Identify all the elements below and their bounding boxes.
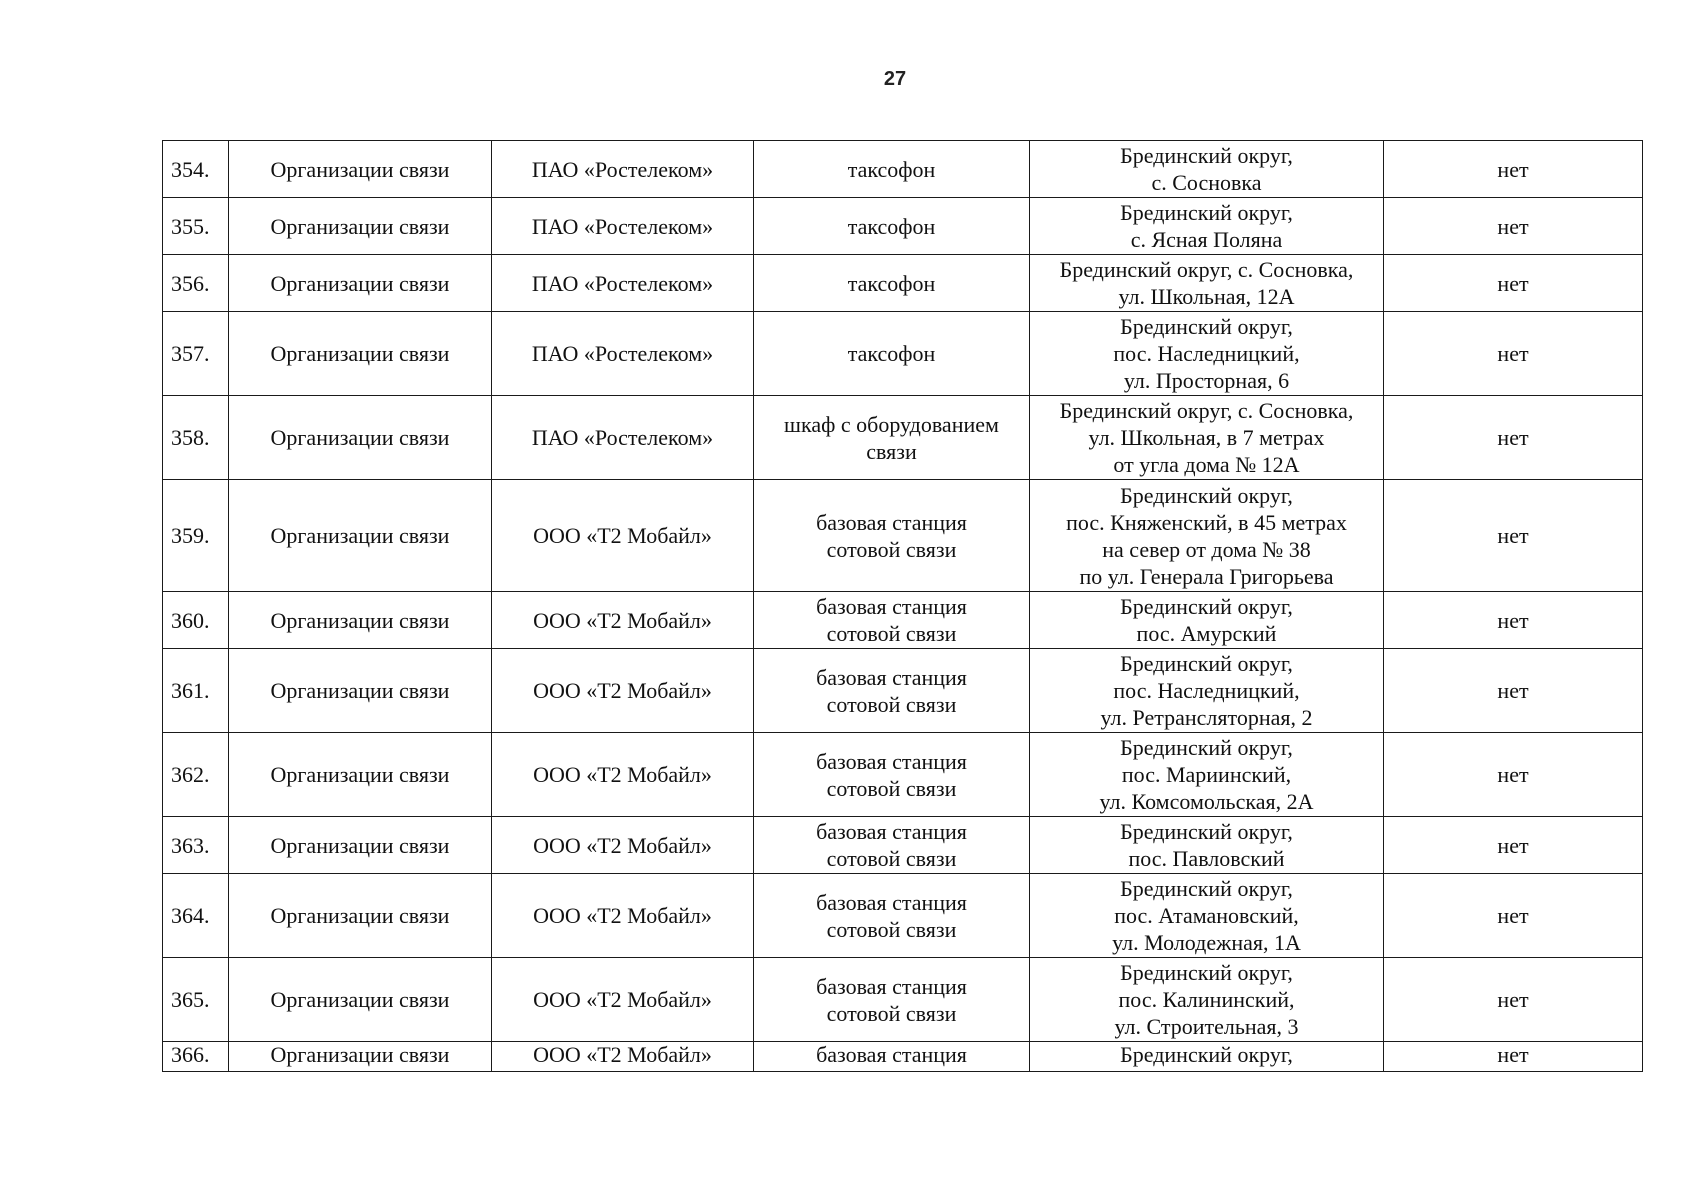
object-cell: базовая станция сотовой связи — [754, 817, 1030, 874]
address-cell: Брединский округ, пос. Амурский — [1030, 592, 1384, 649]
organization-cell: ПАО «Ростелеком» — [492, 255, 754, 312]
category-cell: Организации связи — [229, 874, 492, 958]
row-number: 364. — [163, 874, 229, 958]
category-cell: Организации связи — [229, 312, 492, 396]
address-cell: Брединский округ, пос. Наследницкий, ул. Ретрансляторная, 2 — [1030, 649, 1384, 733]
object-cell: таксофон — [754, 255, 1030, 312]
row-number: 356. — [163, 255, 229, 312]
status-cell: нет — [1384, 312, 1643, 396]
object-cell: шкаф с оборудованием связи — [754, 396, 1030, 480]
object-cell: базовая станция сотовой связи — [754, 958, 1030, 1042]
organization-cell: ООО «Т2 Мобайл» — [492, 874, 754, 958]
object-cell: базовая станция сотовой связи — [754, 649, 1030, 733]
table-row — [163, 958, 1643, 1042]
table-row — [163, 733, 1643, 817]
category-cell: Организации связи — [229, 141, 492, 198]
table-row — [163, 592, 1643, 649]
table-row — [163, 817, 1643, 874]
row-number: 362. — [163, 733, 229, 817]
address-cell: Брединский округ, пос. Княженский, в 45 метрах на север от дома № 38 по ул. Генерала Григорьева — [1030, 480, 1384, 592]
status-cell: нет — [1384, 874, 1643, 958]
row-number: 361. — [163, 649, 229, 733]
status-cell: нет — [1384, 198, 1643, 255]
row-number: 357. — [163, 312, 229, 396]
organization-cell: ООО «Т2 Мобайл» — [492, 480, 754, 592]
address-cell: Брединский округ, пос. Калининский, ул. Строительная, 3 — [1030, 958, 1384, 1042]
page-number: 27 — [883, 68, 907, 90]
status-cell: нет — [1384, 396, 1643, 480]
organization-cell: ООО «Т2 Мобайл» — [492, 649, 754, 733]
category-cell: Организации связи — [229, 592, 492, 649]
table-row — [163, 649, 1643, 733]
object-cell: базовая станция сотовой связи — [754, 592, 1030, 649]
row-number: 360. — [163, 592, 229, 649]
category-cell: Организации связи — [229, 480, 492, 592]
status-cell: нет — [1384, 255, 1643, 312]
table-row — [163, 141, 1643, 198]
row-number: 359. — [163, 480, 229, 592]
organization-cell: ООО «Т2 Мобайл» — [492, 817, 754, 874]
registry-table — [162, 140, 1643, 1072]
organization-cell: ПАО «Ростелеком» — [492, 312, 754, 396]
object-cell: базовая станция — [754, 1042, 1030, 1072]
row-number: 354. — [163, 141, 229, 198]
category-cell: Организации связи — [229, 817, 492, 874]
row-number: 358. — [163, 396, 229, 480]
organization-cell: ООО «Т2 Мобайл» — [492, 958, 754, 1042]
organization-cell: ООО «Т2 Мобайл» — [492, 733, 754, 817]
table-row — [163, 255, 1643, 312]
object-cell: таксофон — [754, 198, 1030, 255]
object-cell: базовая станция сотовой связи — [754, 733, 1030, 817]
address-cell: Брединский округ, пос. Атамановский, ул. Молодежная, 1А — [1030, 874, 1384, 958]
address-cell: Брединский округ, — [1030, 1042, 1384, 1072]
object-cell: базовая станция сотовой связи — [754, 480, 1030, 592]
status-cell: нет — [1384, 733, 1643, 817]
address-cell: Брединский округ, с. Сосновка, ул. Школьная, 12А — [1030, 255, 1384, 312]
organization-cell: ПАО «Ростелеком» — [492, 141, 754, 198]
row-number: 366. — [163, 1042, 229, 1072]
table-row — [163, 198, 1643, 255]
status-cell: нет — [1384, 141, 1643, 198]
status-cell: нет — [1384, 1042, 1643, 1072]
status-cell: нет — [1384, 592, 1643, 649]
address-cell: Брединский округ, с. Сосновка, ул. Школьная, в 7 метрах от угла дома № 12А — [1030, 396, 1384, 480]
object-cell: базовая станция сотовой связи — [754, 874, 1030, 958]
table-row — [163, 396, 1643, 480]
category-cell: Организации связи — [229, 649, 492, 733]
status-cell: нет — [1384, 958, 1643, 1042]
category-cell: Организации связи — [229, 1042, 492, 1072]
row-number: 363. — [163, 817, 229, 874]
organization-cell: ООО «Т2 Мобайл» — [492, 592, 754, 649]
category-cell: Организации связи — [229, 255, 492, 312]
category-cell: Организации связи — [229, 198, 492, 255]
address-cell: Брединский округ, с. Ясная Поляна — [1030, 198, 1384, 255]
status-cell: нет — [1384, 480, 1643, 592]
object-cell: таксофон — [754, 312, 1030, 396]
organization-cell: ООО «Т2 Мобайл» — [492, 1042, 754, 1072]
organization-cell: ПАО «Ростелеком» — [492, 396, 754, 480]
address-cell: Брединский округ, пос. Мариинский, ул. Комсомольская, 2А — [1030, 733, 1384, 817]
address-cell: Брединский округ, с. Сосновка — [1030, 141, 1384, 198]
table-row — [163, 1042, 1643, 1072]
category-cell: Организации связи — [229, 396, 492, 480]
category-cell: Организации связи — [229, 958, 492, 1042]
table-row — [163, 480, 1643, 592]
object-cell: таксофон — [754, 141, 1030, 198]
category-cell: Организации связи — [229, 733, 492, 817]
row-number: 365. — [163, 958, 229, 1042]
status-cell: нет — [1384, 817, 1643, 874]
row-number: 355. — [163, 198, 229, 255]
table-row — [163, 312, 1643, 396]
organization-cell: ПАО «Ростелеком» — [492, 198, 754, 255]
table-row — [163, 874, 1643, 958]
address-cell: Брединский округ, пос. Наследницкий, ул. Просторная, 6 — [1030, 312, 1384, 396]
address-cell: Брединский округ, пос. Павловский — [1030, 817, 1384, 874]
status-cell: нет — [1384, 649, 1643, 733]
